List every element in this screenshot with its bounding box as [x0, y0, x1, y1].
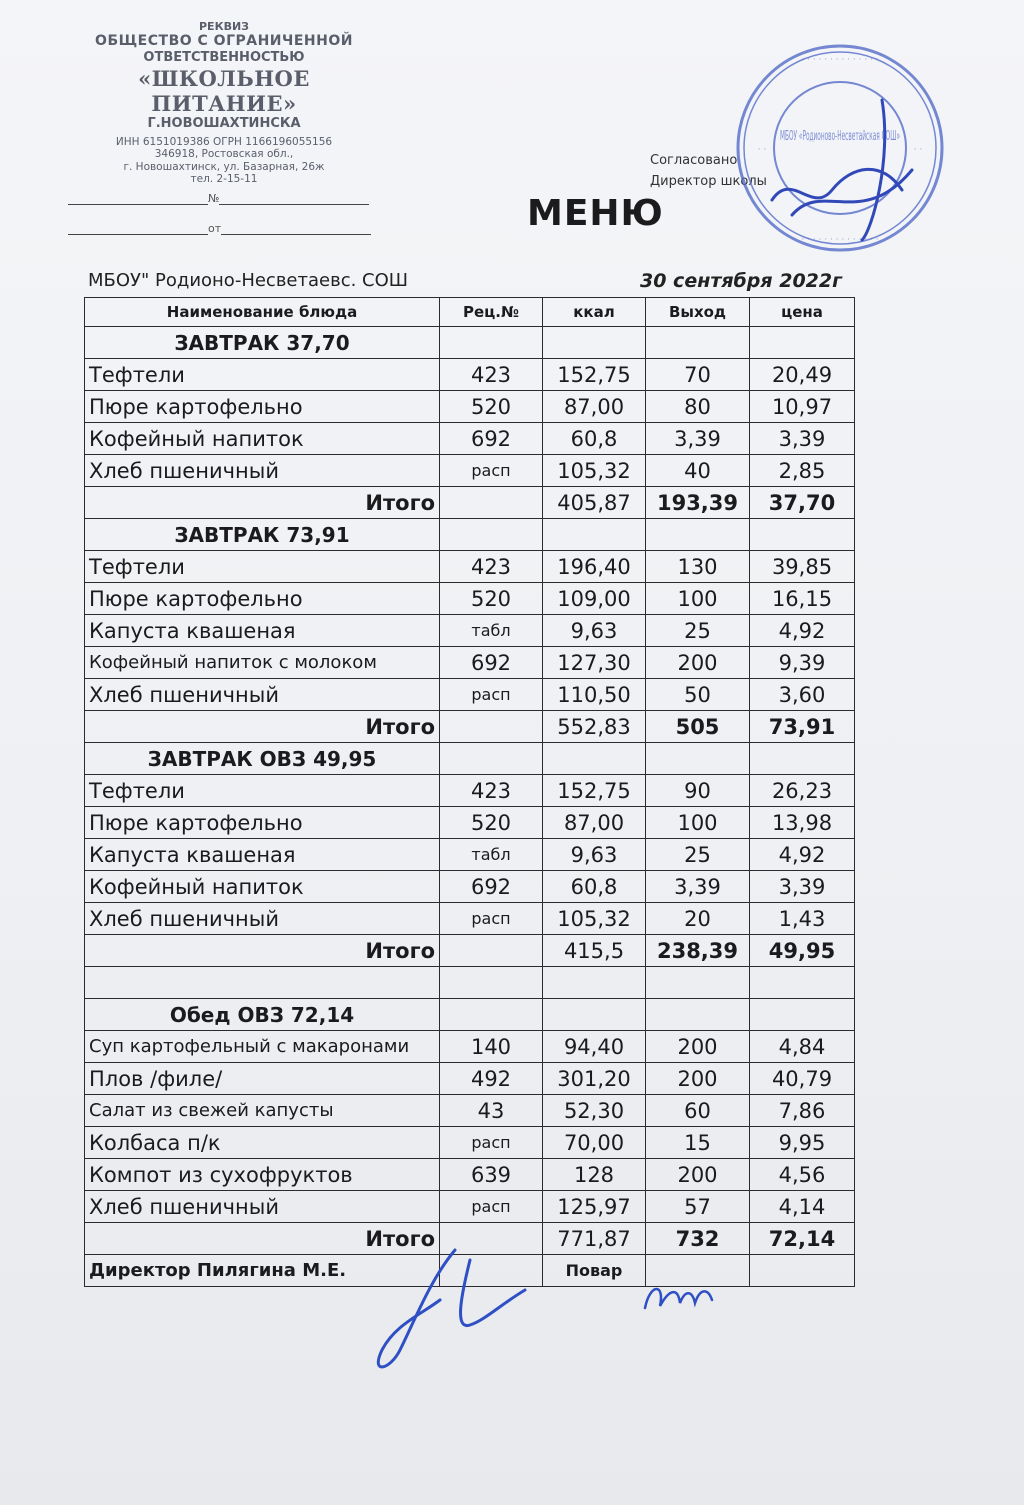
yield-cell: 193,39	[646, 487, 750, 519]
recipe-number-cell: табл	[440, 615, 543, 647]
stamp-line: ОТВЕТСТВЕННОСТЬЮ	[143, 49, 305, 65]
kcal-cell: 301,20	[543, 1063, 646, 1095]
empty-cell	[440, 327, 543, 359]
seal-text: МБОУ «Родионово-Несветайская СОШ»	[780, 129, 900, 144]
empty-cell	[543, 999, 646, 1031]
dish-name-cell: Кофейный напиток	[85, 871, 440, 903]
empty-cell	[543, 743, 646, 775]
total-row	[85, 487, 855, 519]
dish-name-cell: Тефтели	[85, 359, 440, 391]
table-row	[85, 359, 855, 391]
price-cell: 2,85	[750, 455, 855, 487]
recipe-number-cell: 423	[440, 775, 543, 807]
yield-cell: 130	[646, 551, 750, 583]
kcal-cell: 105,32	[543, 903, 646, 935]
kcal-cell: 128	[543, 1159, 646, 1191]
price-cell: 39,85	[750, 551, 855, 583]
recipe-number-cell	[440, 487, 543, 519]
dish-name-cell: Тефтели	[85, 775, 440, 807]
empty-cell	[750, 327, 855, 359]
price-cell: 20,49	[750, 359, 855, 391]
recipe-number-cell: расп	[440, 903, 543, 935]
yield-cell: 200	[646, 1063, 750, 1095]
kcal-cell: 125,97	[543, 1191, 646, 1223]
stamp-line: РЕКВИЗ	[199, 20, 249, 33]
dish-name-cell: Хлеб пшеничный	[85, 1191, 440, 1223]
yield-cell: 732	[646, 1223, 750, 1255]
table-row	[85, 423, 855, 455]
price-cell: 37,70	[750, 487, 855, 519]
yield-cell: 505	[646, 711, 750, 743]
kcal-cell: 52,30	[543, 1095, 646, 1127]
dish-name-cell: Салат из свежей капусты	[85, 1095, 440, 1127]
yield-cell: 238,39	[646, 935, 750, 967]
table-row	[85, 455, 855, 487]
recipe-number-cell	[440, 711, 543, 743]
kcal-cell: 60,8	[543, 423, 646, 455]
section-title: ЗАВТРАК 73,91	[85, 519, 440, 551]
kcal-cell: 60,8	[543, 871, 646, 903]
section-header-row	[85, 327, 855, 359]
empty-cell	[646, 967, 750, 999]
table-row	[85, 807, 855, 839]
recipe-number-cell: 140	[440, 1031, 543, 1063]
recipe-number-cell: 520	[440, 391, 543, 423]
yield-cell: 57	[646, 1191, 750, 1223]
date-label: от	[208, 222, 222, 235]
yield-cell: 200	[646, 1159, 750, 1191]
empty-cell	[750, 999, 855, 1031]
handwritten-signature	[360, 1240, 530, 1380]
yield-cell: 3,39	[646, 423, 750, 455]
yield-cell: 100	[646, 583, 750, 615]
recipe-number-cell: 492	[440, 1063, 543, 1095]
price-cell: 49,95	[750, 935, 855, 967]
empty-cell	[646, 743, 750, 775]
price-cell: 9,95	[750, 1127, 855, 1159]
empty-cell	[440, 999, 543, 1031]
price-cell: 7,86	[750, 1095, 855, 1127]
recipe-number-cell: расп	[440, 1127, 543, 1159]
dish-name-cell: Пюре картофельно	[85, 583, 440, 615]
director-name: Директор Пилягина М.Е.	[85, 1255, 440, 1287]
header-recipe-number: Рец.№	[440, 298, 543, 327]
empty-cell	[440, 743, 543, 775]
yield-cell: 50	[646, 679, 750, 711]
price-cell: 72,14	[750, 1223, 855, 1255]
yield-cell: 90	[646, 775, 750, 807]
header-dish-name: Наименование блюда	[85, 298, 440, 327]
kcal-cell: 109,00	[543, 583, 646, 615]
table-row	[85, 903, 855, 935]
page-title: МЕНЮ	[527, 193, 664, 234]
recipe-number-cell: 692	[440, 871, 543, 903]
empty-cell	[750, 967, 855, 999]
table-row	[85, 775, 855, 807]
stamp-line: 346918, Ростовская обл.,	[154, 148, 294, 161]
empty-cell	[543, 327, 646, 359]
empty-row	[85, 967, 855, 999]
recipe-number-cell: расп	[440, 679, 543, 711]
kcal-cell: 105,32	[543, 455, 646, 487]
stamp-line: ОБЩЕСТВО С ОГРАНИЧЕННОЙ	[95, 33, 353, 50]
empty-cell	[646, 999, 750, 1031]
svg-text:· · · · · · · · · · · · · ·: · · · · · · · · · · · · · ·	[801, 235, 879, 245]
kcal-cell: 771,87	[543, 1223, 646, 1255]
recipe-number-cell: 520	[440, 583, 543, 615]
kcal-cell: 152,75	[543, 359, 646, 391]
recipe-number-cell: расп	[440, 1191, 543, 1223]
table-row	[85, 583, 855, 615]
school-seal	[732, 40, 948, 256]
stamp-line: ИНН 6151019386 ОГРН 1166196055156	[115, 135, 333, 148]
total-row	[85, 935, 855, 967]
price-cell: 10,97	[750, 391, 855, 423]
table-row	[85, 679, 855, 711]
table-row	[85, 1031, 855, 1063]
price-cell: 4,92	[750, 839, 855, 871]
yield-cell: 40	[646, 455, 750, 487]
price-cell: 3,60	[750, 679, 855, 711]
kcal-cell: 94,40	[543, 1031, 646, 1063]
recipe-number-cell: 43	[440, 1095, 543, 1127]
price-cell: 3,39	[750, 871, 855, 903]
header-kcal: ккал	[543, 298, 646, 327]
table-row	[85, 1127, 855, 1159]
section-header-row	[85, 519, 855, 551]
recipe-number-cell: 520	[440, 807, 543, 839]
price-cell: 3,39	[750, 423, 855, 455]
svg-text:· · · · · · · · · · · · · ·: · · · · · · · · · · · · · ·	[801, 55, 879, 65]
section-header-row	[85, 743, 855, 775]
price-cell: 73,91	[750, 711, 855, 743]
yield-cell: 20	[646, 903, 750, 935]
registration-date-line	[68, 222, 371, 235]
dish-name-cell: Кофейный напиток с молоком	[85, 647, 440, 679]
section-title: ЗАВТРАК 37,70	[85, 327, 440, 359]
dish-name-cell: Пюре картофельно	[85, 391, 440, 423]
dish-name-cell: Плов /филе/	[85, 1063, 440, 1095]
table-row	[85, 871, 855, 903]
price-cell: 4,92	[750, 615, 855, 647]
table-row	[85, 839, 855, 871]
dish-name-cell: Компот из сухофруктов	[85, 1159, 440, 1191]
dish-name-cell: Капуста квашеная	[85, 839, 440, 871]
yield-cell: 3,39	[646, 871, 750, 903]
table-row	[85, 1095, 855, 1127]
kcal-cell: 196,40	[543, 551, 646, 583]
director-signature	[772, 100, 912, 240]
total-label: Итого	[85, 711, 440, 743]
total-row	[85, 711, 855, 743]
menu-date: 30 сентября 2022г	[640, 270, 843, 292]
table-row	[85, 391, 855, 423]
dish-name-cell: Суп картофельный с макаронами	[85, 1031, 440, 1063]
kcal-cell: 87,00	[543, 807, 646, 839]
empty-cell	[543, 967, 646, 999]
price-cell: 13,98	[750, 807, 855, 839]
price-cell: 4,84	[750, 1031, 855, 1063]
price-cell: 4,56	[750, 1159, 855, 1191]
dish-name-cell: Хлеб пшеничный	[85, 679, 440, 711]
section-header-row	[85, 999, 855, 1031]
recipe-number-cell: 423	[440, 359, 543, 391]
yield-cell: 70	[646, 359, 750, 391]
empty-cell	[85, 967, 440, 999]
yield-cell: 100	[646, 807, 750, 839]
header-price: цена	[750, 298, 855, 327]
yield-cell: 200	[646, 1031, 750, 1063]
empty-cell	[646, 327, 750, 359]
stamp-line: г. Новошахтинск, ул. Базарная, 26ж	[123, 160, 325, 173]
section-title: Обед ОВЗ 72,14	[85, 999, 440, 1031]
recipe-number-cell: табл	[440, 839, 543, 871]
empty-cell	[646, 519, 750, 551]
price-cell: 4,14	[750, 1191, 855, 1223]
empty-cell	[543, 519, 646, 551]
kcal-cell: 9,63	[543, 839, 646, 871]
dish-name-cell: Капуста квашеная	[85, 615, 440, 647]
menu-table	[84, 297, 855, 1287]
stamp-city: Г.НОВОШАХТИНСКА	[147, 115, 301, 131]
total-label: Итого	[85, 935, 440, 967]
header-yield: Выход	[646, 298, 750, 327]
kcal-cell: 9,63	[543, 615, 646, 647]
kcal-cell: 415,5	[543, 935, 646, 967]
kcal-cell: 70,00	[543, 1127, 646, 1159]
empty-cell	[440, 967, 543, 999]
cook-signature	[640, 1278, 720, 1318]
number-label: №	[208, 192, 220, 205]
svg-text:· ·: · ·	[913, 145, 923, 155]
table-row	[85, 647, 855, 679]
recipe-number-cell: 692	[440, 423, 543, 455]
table-row	[85, 1063, 855, 1095]
empty-cell	[750, 743, 855, 775]
recipe-number-cell: 639	[440, 1159, 543, 1191]
dish-name-cell: Кофейный напиток	[85, 423, 440, 455]
registration-number-line	[68, 192, 369, 205]
dish-name-cell: Тефтели	[85, 551, 440, 583]
approval-director: Директор школы	[650, 174, 767, 189]
yield-cell: 60	[646, 1095, 750, 1127]
kcal-cell: 405,87	[543, 487, 646, 519]
yield-cell: 200	[646, 647, 750, 679]
price-cell: 1,43	[750, 903, 855, 935]
dish-name-cell: Колбаса п/к	[85, 1127, 440, 1159]
dish-name-cell: Хлеб пшеничный	[85, 455, 440, 487]
table-row	[85, 615, 855, 647]
table-row	[85, 1191, 855, 1223]
total-label: Итого	[85, 487, 440, 519]
yield-cell: 25	[646, 615, 750, 647]
price-cell: 26,23	[750, 775, 855, 807]
price-cell: 9,39	[750, 647, 855, 679]
cook-label: Повар	[543, 1255, 646, 1287]
stamp-company-name: «ШКОЛЬНОЕ ПИТАНИЕ»	[138, 65, 310, 116]
company-stamp	[64, 20, 384, 186]
dish-name-cell: Пюре картофельно	[85, 807, 440, 839]
table-row	[85, 551, 855, 583]
section-title: ЗАВТРАК ОВЗ 49,95	[85, 743, 440, 775]
empty-cell	[440, 519, 543, 551]
kcal-cell: 152,75	[543, 775, 646, 807]
empty-cell	[750, 1255, 855, 1287]
recipe-number-cell: расп	[440, 455, 543, 487]
school-name: МБОУ" Родионо-Несветаевс. СОШ	[88, 270, 409, 291]
yield-cell: 80	[646, 391, 750, 423]
yield-cell: 15	[646, 1127, 750, 1159]
dish-name-cell: Хлеб пшеничный	[85, 903, 440, 935]
recipe-number-cell	[440, 935, 543, 967]
kcal-cell: 127,30	[543, 647, 646, 679]
recipe-number-cell: 423	[440, 551, 543, 583]
approval-agreed: Согласовано	[650, 153, 738, 168]
yield-cell: 25	[646, 839, 750, 871]
table-row	[85, 1159, 855, 1191]
svg-text:· ·: · ·	[757, 145, 767, 155]
total-label: Итого	[85, 1223, 440, 1255]
kcal-cell: 110,50	[543, 679, 646, 711]
price-cell: 40,79	[750, 1063, 855, 1095]
kcal-cell: 552,83	[543, 711, 646, 743]
kcal-cell: 87,00	[543, 391, 646, 423]
recipe-number-cell: 692	[440, 647, 543, 679]
table-header-row	[85, 298, 855, 327]
empty-cell	[750, 519, 855, 551]
price-cell: 16,15	[750, 583, 855, 615]
stamp-line: тел. 2-15-11	[190, 173, 258, 186]
